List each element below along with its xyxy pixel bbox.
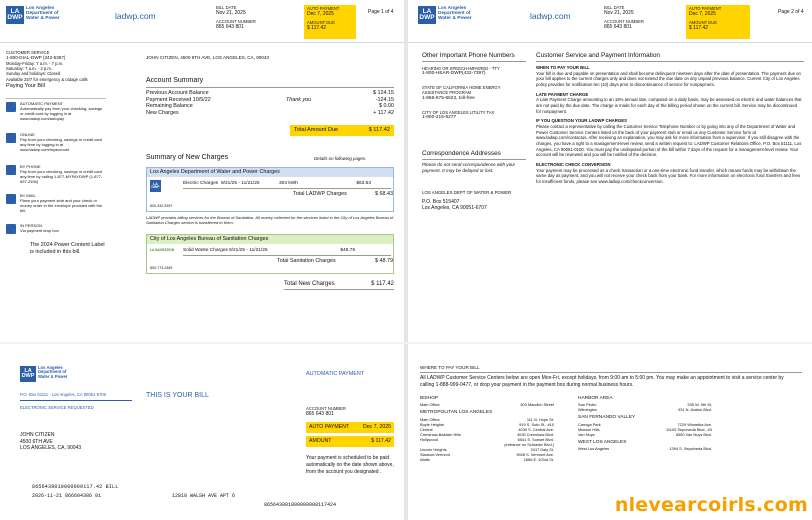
location-row: Crenshaw-Baldwin Hills 4030 Crenshaw Blvd.	[420, 431, 554, 437]
page-number: Page 2 of 4	[778, 9, 804, 15]
method-mail: BY MAIL Place your payment stub and your check or money order in the envelope provided with the bill.	[20, 193, 103, 213]
electronic-service: ELECTRONIC SERVICE REQUESTED	[20, 405, 94, 410]
location-row: Lincoln Heights 2417 Daly St.	[420, 447, 554, 453]
location-row: Main Office 111 N. Hope St.	[420, 416, 554, 422]
sanitation-billing-note: LADWP provides billing services for the Bureau of Sanitation. All money collected for the services listed in the City of Los Angeles Bureau of Sanitation Charges section is transferred to them.	[146, 215, 394, 226]
bill-page-1	[0, 0, 404, 342]
method-autopay: AUTOMATIC PAYMENT Automatically pay from your checking, savings or credit card by logging in at www.ladwp.com/autopay	[20, 101, 103, 121]
mail-icon	[6, 194, 16, 204]
sanitation-total: Total Sanitation Charges $ 48.79	[277, 258, 393, 264]
where-to-pay-page	[408, 344, 812, 520]
ladwp-logo: LA DWP Los Angeles Department of Water & Power	[6, 6, 60, 24]
paying-title: Paying Your Bill	[6, 82, 45, 89]
summary-row: New Charges + 117.42	[146, 109, 394, 116]
solid-waste-row: Solid Waste Charges 9/21/25 - 11/21/25 $48.79	[183, 248, 355, 253]
bill-date-label: BILL DATE	[216, 5, 237, 10]
watermark: nlevearcoirls.com	[614, 494, 808, 517]
amount-due: $ 117.42	[307, 24, 327, 31]
new-charges-title: Summary of New Charges	[146, 154, 229, 161]
phone-list: HEARING OR SPEECH-IMPAIRED - TTY 1-800-HEAR-DWP(432-7397) STATE OF CALIFORNIA HOME ENERGY ASSISTANCE PROGRAM 1-866-675-6623, toll-free CITY OF LOS ANGELES UTILITY TAX 1-800-215-6277	[422, 66, 501, 120]
location-row: Slauson-Vermont 5928 S. Vermont Ave.	[420, 452, 554, 458]
mailing-address: JOHN CITIZEN 4500 6TH AVE LOS ANGELES, CA, 90043	[20, 432, 82, 451]
sanitation-charges-box: City of Los Angeles Bureau of Sanitation Charges LA SANITATION 800-773-2489 Solid Waste Charges 9/21/25 - 11/21/25 $48.79 Total Sanitation Charges $ 48.79	[146, 234, 394, 274]
bill-date: Nov 21, 2025	[216, 10, 246, 17]
locations-right: HARBOR AREA San Pedro 535 W. 9th St. Wilmington 931 N. Avalon Blvd. SAN FERNANDO VALLEY Canoga Park 7229 Winnetka Ave. Mission Hills 11100 Sepulveda Blvd., #3 Van Nuys 6550 Van Nuys Blvd. WEST LOS ANGELES West Los Angeles 1394 S. Sepulveda Blvd.	[578, 396, 712, 452]
page-number: Page 1 of 4	[368, 9, 394, 15]
location-row: Central 4030 S. Central Ave.	[420, 426, 554, 432]
ocr-line-1: 8656438010000000117.42 BILL	[32, 484, 119, 490]
location-row: Boyle Heights 919 S. Soto St., #10	[420, 421, 554, 427]
ocr-line-2: 2026-11-21 866604386 01	[32, 493, 102, 499]
ocr-line-3: 12818 WALSH AVE APT 6	[172, 493, 236, 499]
autopay-icon	[6, 102, 16, 112]
account-number-label: ACCOUNT NUMBER	[216, 18, 256, 24]
where-to-pay-intro: All LADWP Customer Service Centers below are open Mon-Fri, except holidays, from 9:00 am to 5:00 pm. You may make an appointment to visit a service center by calling 1-888-999-0477, or drop your payment in the payment box during normal business hours.	[420, 375, 784, 388]
method-online: ONLINE Pay from your checking, savings or credit card any time by logging in at www.ladwp.com/myaccount	[20, 132, 103, 152]
summary-row: Payment Received 10/5/22 Thank you -124.15	[146, 96, 394, 103]
correspondence-note: Please do not send correspondence with your payment. It may be delayed or lost.	[422, 162, 516, 173]
location-row: San Pedro 535 W. 9th St.	[578, 402, 712, 408]
electric-charge-row: Electric Charges 9/21/25 - 11/21/25 303 kWh $63.63	[183, 181, 371, 186]
method-phone: BY PHONE Pay from your checking, savings or credit card any time by calling 1-877-MYPAYDWP (1-877-697-2939)	[20, 164, 103, 184]
phones-title: Other Important Phone Numbers	[422, 52, 515, 59]
site-url[interactable]: ladwp.com	[115, 11, 156, 21]
stub-amount: AMOUNT $ 117.42	[306, 436, 394, 447]
account-summary-table	[146, 90, 394, 116]
payment-stub	[0, 344, 404, 520]
info-sections: WHEN TO PAY YOUR BILL Your bill is due and payable on presentation and shall become delinquent nineteen days after the date of presentation. The payment due on your bill applies to the current charges only and does not extend the due date on any unpaid previous balance. Current City of Los Angeles policy provides for notification ten (10) days prior to discontinuance of service for nonpayment. LATE PAYMENT CHARGE A Late Payment Charge amounting to an 18% annual rate, computed on a daily basis, may be assessed on electric and water balances that are not paid by the due date. The charge is made for each day of the billing period shown on the current bill. Service may be discontinued for nonpayment. IF YOU QUESTION YOUR LADWP CHARGES Please contact a representative by calling the Customer Service Telephone Number or by going into any of the Department of Water and Power Customer Service Centers listed on the back of your payment stub or email us any Customer Service form at www.ladwp.com/contactus. After receiving an explanation, you may ask for more information from a supervisor. If you still disagree with the charges, you have a right to a management-level review, send a written request to: LADWP Customer Relations Office, P.O. Box 51111, Los Angeles, CA 90051-0100. You must pay the undisputed portion of the bill within 7 days of the request for a management-level review. Your account will be reviewed and you will be notified of the decision. ELECTRONIC CHECK CONVERSION Your payment may be processed as a check transaction or a one-time electronic fund transfer, which means funds may be withdrawn the same day as payment, and you will not receive your check back from your bank. For more information on electronic fund transfers and fees for insufficient funds, please see www.ladwp.com/checkconversion.	[536, 65, 802, 185]
details-note: Details on following pages.	[314, 156, 367, 161]
summary-row: Remaining Balance $ 0.00	[146, 103, 394, 109]
in-person-icon	[6, 224, 16, 234]
summary-row: Previous Account Balance $ 124.15	[146, 90, 394, 96]
location-row: Hollywood 6541 S. Sunset Blvd.	[420, 436, 554, 442]
due-box: AUTO PAYMENT Dec 7, 2025 AMOUNT DUE $ 117.42	[304, 5, 356, 39]
where-to-pay-title: WHERE TO PAY YOUR BILL	[420, 365, 480, 370]
ocr-scanline: 865643801000000000117424	[264, 502, 337, 508]
ladwp-charges-box: Los Angeles Department of Water and Power Charges LA DWP 800-342-5397 Electric Charges 9/21/25 - 11/21/25 303 kWh $63.63 Total LADWP Charges $ 68.43	[146, 167, 394, 212]
online-icon	[6, 133, 16, 143]
auto-payment-heading: AUTOMATIC PAYMENT	[306, 371, 364, 377]
location-row: Mission Hills 11100 Sepulveda Blvd., #3	[578, 426, 712, 432]
sanitation-logo: LA SANITATION	[150, 248, 175, 252]
header-rule	[0, 42, 404, 43]
this-is-your-bill: THIS IS YOUR BILL	[146, 392, 209, 399]
customer-service-block: CUSTOMER SERVICE 1-800-DIAL-DWP (342-5397) Monday-Friday: 7 a.m. - 7 p.m. Saturday: 7 a.m. - 2 p.m. Sunday and holidays: Closed Available 24/7 for emergency & outage calls Paying Your Bill	[6, 50, 106, 90]
total-new-charges: Total New Charges $ 117.42	[284, 281, 394, 287]
location-row: (entrance on Schrader Blvd.)	[504, 441, 554, 447]
stub-auto-payment: AUTO PAYMENT Dec 7, 2025	[306, 422, 394, 433]
account-number: 865 643 801	[216, 23, 244, 30]
account-summary-title: Account Summary	[146, 77, 204, 84]
location-row: Watts 1686 E. 103rd St.	[420, 457, 554, 463]
location-row: Main Office 300 Mandich Street	[420, 402, 554, 408]
customer-address: JOHN CITIZEN, 4500 6TH AVE, LOS ANGELES, CA, 90043	[146, 55, 269, 60]
auto-payment-note: Your payment is scheduled to be paid automatically on the date shown above, from the account you designated .	[306, 455, 394, 475]
total-amount-due: Total Amount Due $ 117.42	[290, 125, 394, 136]
location-row: West Los Angeles 1394 S. Sepulveda Blvd.	[578, 446, 712, 452]
method-in-person: IN PERSON Via payment drop box	[20, 223, 59, 233]
location-row: Canoga Park 7229 Winnetka Ave.	[578, 421, 712, 427]
bill-page-2: LA DWP Los Angeles Department of Water & Power ladwp.com BILL DATE Nov 21, 2025 ACCOUNT NUMBER 865 643 801 AUTO PAYMENT Dec 7, 2025 AMOUNT DUE $ 117.42 Page 2 of 4 Other Important Phone Numbers HEARING OR SPEECH-IMPAIRED - TTY 1-800-HEAR-DWP(432-7397) STATE OF CALIFORNIA HOME ENERGY ASSISTANCE PROGRAM 1-866-675-6623, toll-free CITY OF LOS ANGELES UTILITY TAX 1-800-215-6277 Correspondence Addresses Please do not send correspondence with your payment. It may be delayed or lost. LOS ANGELES DEPT OF WATER & POWER P.O. Box 515407 Los Angeles, CA 90051-6707 Customer Service and Payment Information WHEN TO PAY YOUR BILL Your bill is due and payable on presentation and shall become delinquent nineteen days after the date of presentation. The payment due on your bill applies to the current charges only and does not extend the due date on any unpaid previous balance. Current City of Los Angeles policy provides for notification ten (10) days prior to discontinuance of service for nonpayment. LATE PAYMENT CHARGE A Late Payment Charge amounting to an 18% annual rate, computed on a daily basis, may be assessed on electric and water balances that are not paid by the due date. The charge is made for each day of the billing period shown on the current bill. Service may be discontinued for nonpayment. IF YOU QUESTION YOUR LADWP CHARGES Please contact a representative by calling the Customer Service Telephone Number or by going into any of the Department of Water and Power Customer Service Centers listed on the back of your payment stub or email us any Customer Service form at www.ladwp.com/contactus. After receiving an explanation, you may ask for more information from a supervisor. If you still disagree with the charges, you have a right to a management-level review, send a written request to: LADWP Customer Relations Office, P.O. Box 51111, Los Angeles, CA 90051-0100. You must pay the undisputed portion of the bill within 7 days of the request for a management-level review. Your account will be reviewed and you will be notified of the decision. ELECTRONIC CHECK CONVERSION Your payment may be processed as a check transaction or a one-time electronic fund transfer, which means funds may be withdrawn the same day as payment, and you will not receive your check back from your bank. For more information on electronic fund transfers and fees for insufficient funds, please see www.ladwp.com/checkconversion.	[408, 0, 812, 342]
phone-icon	[6, 165, 16, 175]
location-row: Wilmington 931 N. Avalon Blvd.	[578, 407, 712, 413]
locations-left: BISHOP Main Office 300 Mandich Street METROPOLITAN LOS ANGELES Main Office 111 N. Hope St. Boyle Heights 919 S. Soto St., #10 Central 4030 S. Central Ave. Crenshaw-Baldwin Hills 4030 Crenshaw Blvd. Hollywood 6541 S. Sunset Blvd. (entrance on Schrader Blvd.) Lincoln Heights 2417 Daly St. Slauson-Vermont 5928 S. Vermont Ave. Watts 1686 E. 103rd St.	[420, 396, 554, 463]
correspondence-title: Correspondence Addresses	[422, 150, 501, 157]
power-label-note: The 2024 Power Content Label is included in this bill.	[30, 242, 105, 256]
due-box: AUTO PAYMENT Dec 7, 2025 AMOUNT DUE $ 117.42	[686, 5, 750, 39]
auto-payment-date: Dec 7, 2025	[307, 11, 334, 18]
stub-account: ACCOUNT NUMBER 865 643 801	[306, 406, 346, 418]
ladwp-logo: LA DWP Los Angeles Department of Water & Power	[20, 366, 67, 382]
site-url[interactable]: ladwp.com	[530, 11, 571, 21]
ladwp-logo: LA DWP Los Angeles Department of Water & Power	[418, 6, 472, 24]
ladwp-mini-logo: LA DWP	[150, 180, 176, 192]
cs-phone[interactable]: 1-800-DIAL-DWP (342-5397)	[6, 55, 66, 61]
return-address: P.O. Box 51111 · Los Angeles, CA 90051-5700	[20, 392, 107, 397]
location-row: Van Nuys 6550 Van Nuys Blvd.	[578, 431, 712, 437]
ladwp-total: Total LADWP Charges $ 68.43	[293, 191, 393, 197]
correspondence-address: LOS ANGELES DEPT OF WATER & POWER P.O. Box 515407 Los Angeles, CA 90051-6707	[422, 190, 512, 211]
info-title: Customer Service and Payment Information	[536, 52, 660, 59]
